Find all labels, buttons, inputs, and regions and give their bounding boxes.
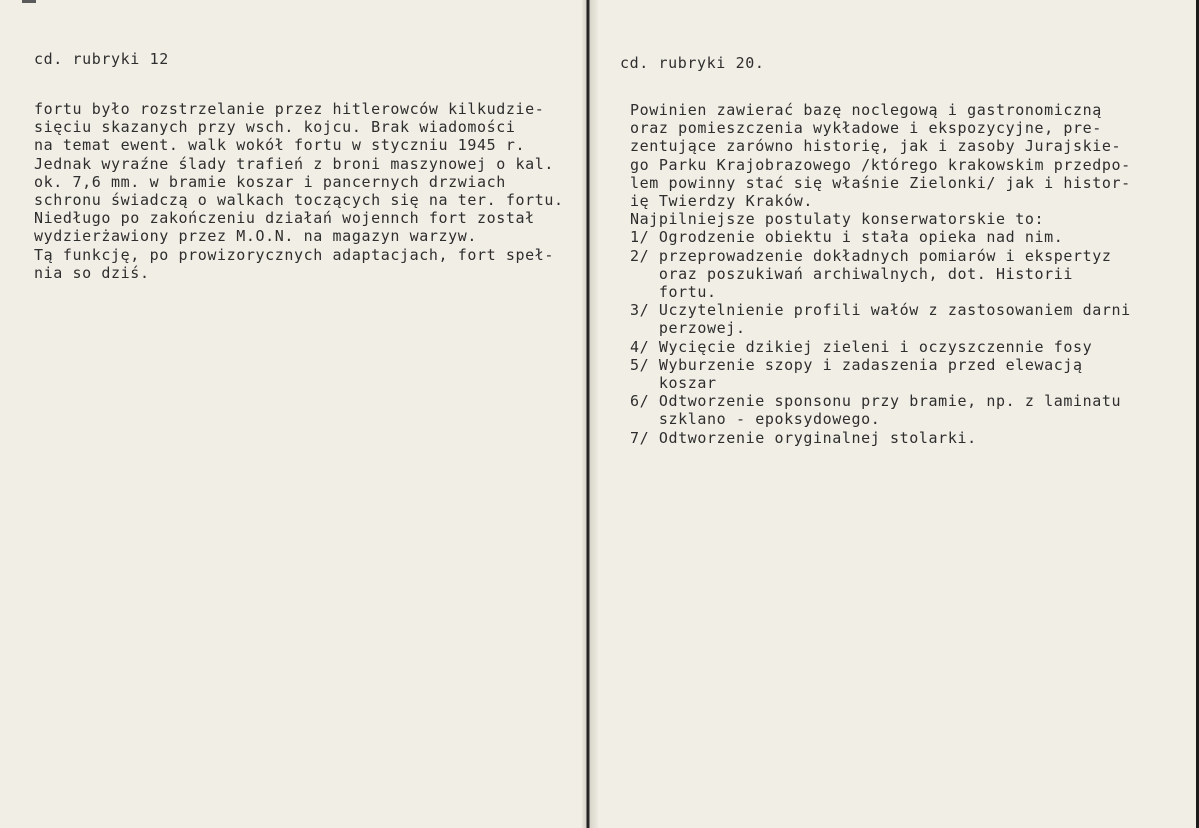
left-page-heading: cd. rubryki 12: [34, 50, 169, 68]
list-item: perzowej.: [630, 319, 746, 338]
text-line: fortu było rozstrzelanie przez hitlerowców kilkudzie-: [34, 100, 545, 118]
text-line: go Parku Krajobrazowego /którego krakowskim przedpo-: [630, 155, 1131, 174]
text-line: ię Twierdzy Kraków.: [630, 192, 813, 211]
left-page-body: [34, 100, 564, 282]
list-item: 6/ Odtworzenie sponsonu przy bramie, np. z laminatu: [630, 392, 1122, 411]
list-item: 2/ przeprowadzenie dokładnych pomiarów i ekspertyz: [630, 246, 1112, 265]
corner-mark: [22, 0, 36, 3]
list-item: 1/ Ogrodzenie obiektu i stała opieka nad nim.: [630, 228, 1064, 247]
list-item: 3/ Uczytelnienie profili wałów z zastosowaniem darni: [630, 301, 1131, 320]
list-item: koszar: [630, 374, 717, 393]
text-line: ok. 7,6 mm. w bramie koszar i pancernych drzwiach: [34, 172, 506, 191]
text-line: sięciu skazanych przy wsch. kojcu. Brak wiadomości: [34, 118, 516, 137]
text-line: nia so dziś.: [34, 263, 150, 282]
text-line: na temat ewent. walk wokół fortu w styczniu 1945 r.: [34, 136, 526, 155]
list-item: 7/ Odtworzenie oryginalnej stolarki.: [630, 428, 977, 447]
right-page-body: [630, 101, 1131, 447]
list-item: oraz poszukiwań archiwalnych, dot. Historii: [630, 264, 1074, 283]
right-page-heading: cd. rubryki 20.: [620, 54, 765, 72]
text-line: schronu świadczą o walkach toczących się na ter. fortu.: [34, 191, 564, 210]
text-line: lem powinny stać się właśnie Zielonki/ jak i histor-: [630, 173, 1131, 192]
text-line: Tą funkcję, po prowizorycznych adaptacjach, fort speł-: [34, 245, 555, 264]
list-item: szklano - epoksydowego.: [630, 410, 881, 429]
text-line: oraz pomieszczenia wykładowe i ekspozycyjne, pre-: [630, 119, 1102, 138]
text-line: Niedługo po zakończeniu działań wojennch fort został: [34, 209, 535, 228]
list-item: 4/ Wycięcie dzikiej zieleni i oczyszczennie fosy: [630, 337, 1093, 356]
page-fold: [582, 0, 598, 828]
left-page: [0, 0, 582, 828]
list-item: fortu.: [630, 283, 717, 302]
list-item: 5/ Wyburzenie szopy i zadaszenia przed elewacją: [630, 355, 1083, 374]
text-line: Jednak wyraźne ślady trafień z broni maszynowej o kal.: [34, 154, 555, 173]
text-line: Najpilniejsze postulaty konserwatorskie to:: [630, 210, 1045, 229]
text-line: zentujące zarówno historię, jak i zasoby Jurajskie-: [630, 137, 1122, 156]
text-line: Powinien zawierać bazę noclegową i gastronomiczną: [630, 101, 1102, 119]
text-line: wydzierżawiony przez M.O.N. na magazyn warzyw.: [34, 227, 478, 246]
